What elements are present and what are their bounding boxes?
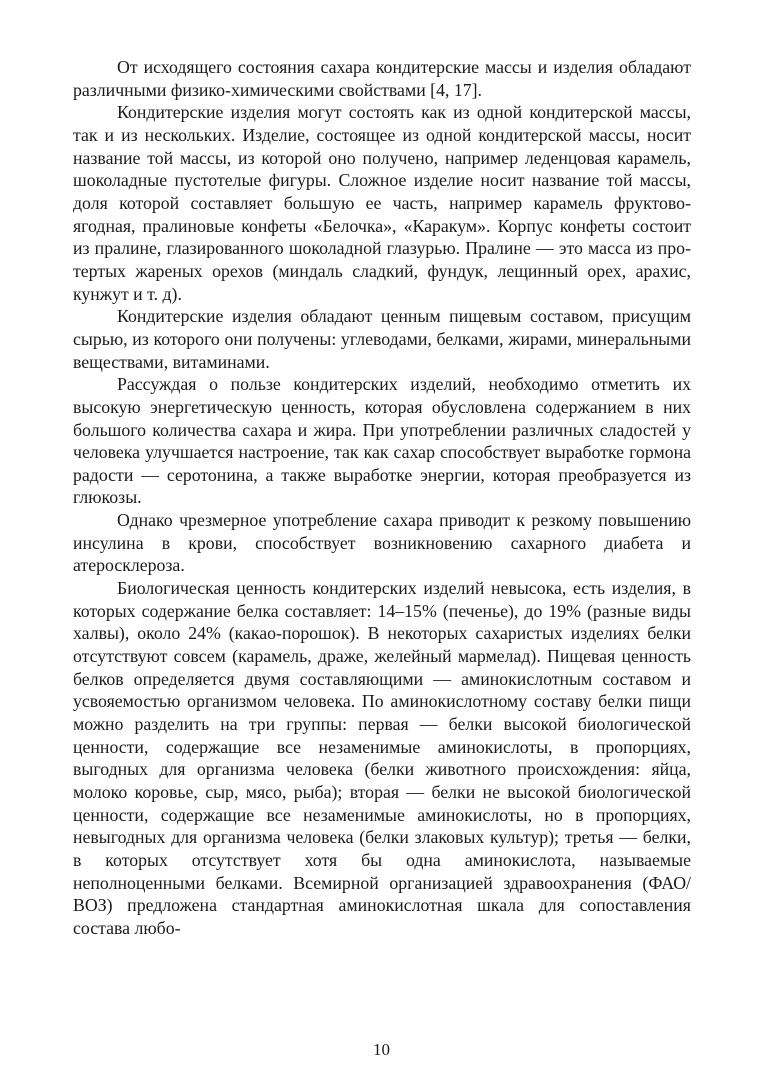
page-body [73,56,691,940]
paragraph-sugar-harm: Однако чрезмерное употребление сахара приводит к резкому повышению инсулина в крови, способствует возникновению сахарного диабета и атеросклероза. [73,510,691,576]
paragraph-sugar-state: От исходящего состояния сахара кондитерские массы и изделия обладают различными физико-химическими свойствами [4, 17]. [73,57,691,100]
page-number: 10 [373,1040,390,1059]
paragraph-biological-value: Биологическая ценность кондитерских изделий невысока, есть изделия, в которых содержание белка составляет: 14–15% (печенье), до 19% (разные виды халвы), около 24% (какао-порошок). В некоторых сахаристых изделиях белки отсутствуют совсем (карамель, драже, желейный мармелад). Пищевая ценность белков определяется двумя составляющими — аминокислотным составом и усвояемостью организмом человека. По аминокислотному составу белки пищи можно разделить на три группы: первая — белки высокой биологической ценности, содержащие все незаменимые аминокислоты, в пропорциях, выгодных для организма человека (белки животного происхождения: яйца, молоко коровье, сыр, мясо, рыба); вторая — белки не высокой биологической ценности, содержащие все незаменимые аминокислоты, но в пропорциях, невыгодных для организма человека (белки злаковых культур); третья — белки, в которых отсутствует хотя бы одна аминокислота, называемые неполноценными белками. Всемирной организацией здравоохранения (ФАО/ВОЗ) предложена стандартная аминокислотная шкала для сопоставления состава любо- [73,578,691,938]
paragraph-energy-value: Рассуждая о пользе кондитерских изделий, необходимо отметить их высокую энергетическую ценность, которая обусловлена содержанием в них большого количества сахара и жира. При употреблении различных сладостей у человека улучшается настроение, так как сахар способствует выработке гормона радости — серотонина, а также выработке энергии, которая преобразуется из глюкозы. [73,374,691,508]
paragraph-composition: Кондитерские изделия могут состоять как из одной кондитерской массы, так и из нескольких. Изделие, состоящее из одной кондитерской массы, носит название той массы, из которой оно получено, например леденцовая карамель, шоколадные пустотелые фигуры. Сложное изделие носит название той массы, доля которой составляет большую ее часть, например карамель фруктово-ягодная, пралиновые конфеты «Белочка», «Каракум». Корпус конфеты состоит из пралине, глазированного шоколадной глазурью. Пралине — это масса из протертых жареных орехов (миндаль сладкий, фундук, лещинный орех, арахис, кунжут и т. д). [73,102,691,304]
paragraph-nutrition: Кондитерские изделия обладают ценным пищевым составом, присущим сырью, из которого они получены: углеводами, белками, жирами, минеральными веществами, витаминами. [73,306,691,372]
